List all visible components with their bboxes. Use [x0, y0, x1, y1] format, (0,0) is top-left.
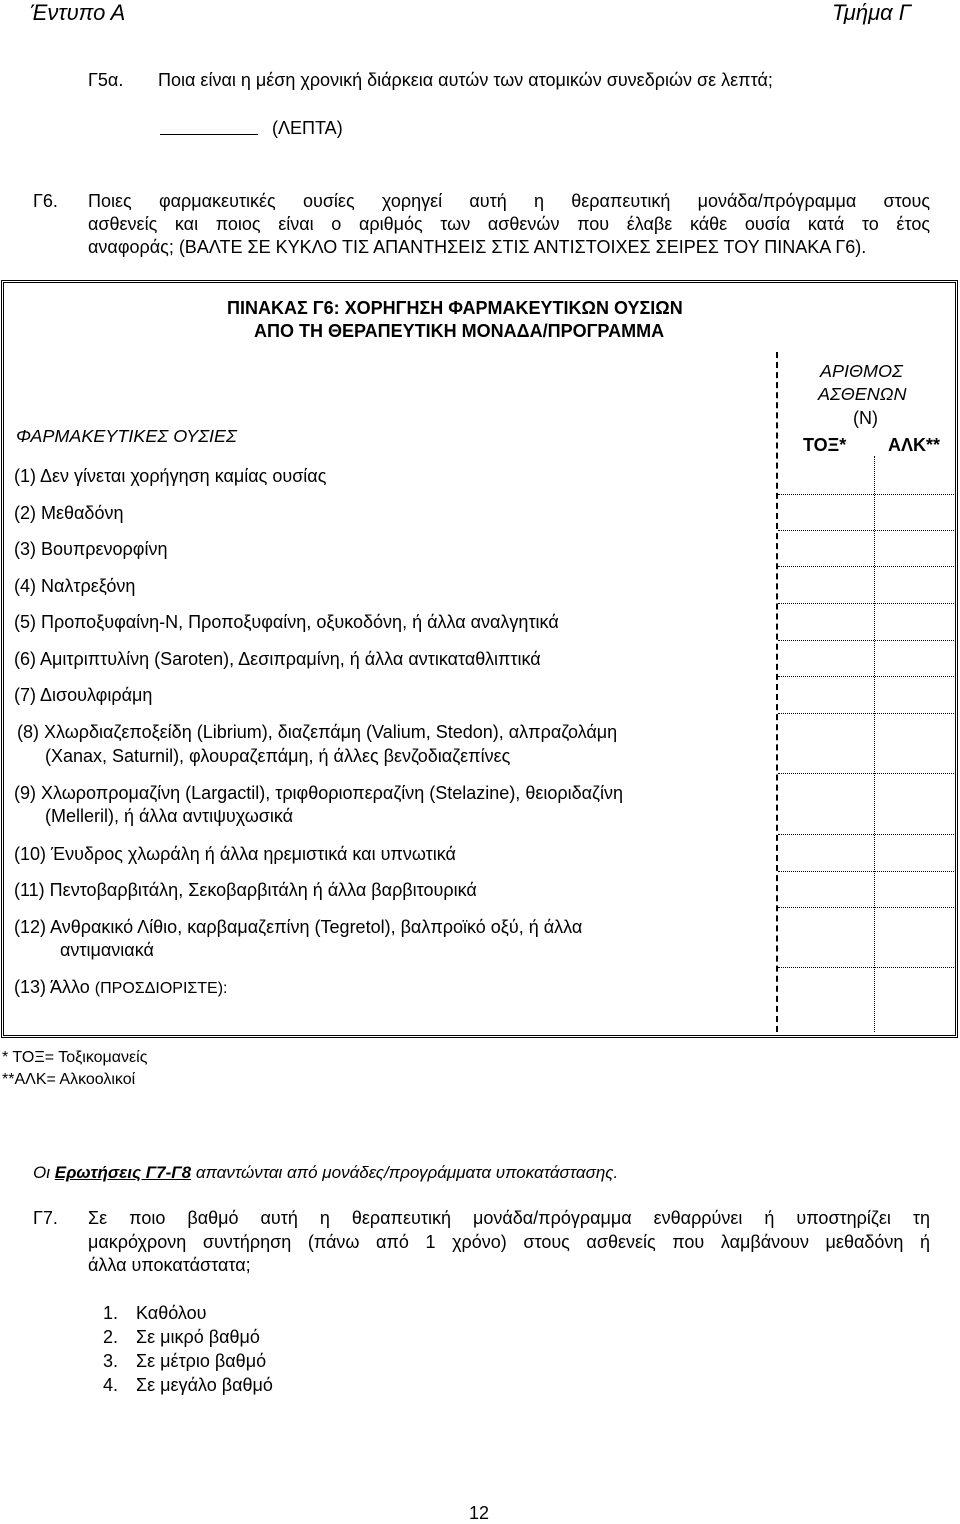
substance-row-4: (4) Ναλτρεξόνη	[14, 576, 136, 596]
footnote-alk: **ΑΛΚ= Αλκοολικοί	[2, 1071, 136, 1088]
question-text-g6-line1: Ποιες φαρμακευτικές ουσίες χορηγεί αυτή η θεραπευτική μονάδα/πρόγραμμα στους	[88, 191, 930, 211]
substance-row-6: (6) Αμιτριπτυλίνη (Saroten), Δεσιπραμίνη, ή άλλα αντικαταθλιπτικά	[14, 649, 541, 669]
substance-row-3: (3) Βουπρενορφίνη	[14, 539, 168, 559]
option-label: Σε μικρό βαθμό	[136, 1327, 260, 1347]
footnote-tox: * ΤΟΞ= Τοξικομανείς	[2, 1049, 148, 1066]
substance-row-9: (9) Χλωροπρομαζίνη (Largactil), τριφθοριοπεραζίνη (Stelazine), θειοριδαζίνη	[14, 783, 623, 803]
table-title-line2: ΑΠΟ ΤΗ ΘΕΡΑΠΕΥΤΙΚΗ ΜΟΝΑΔΑ/ΠΡΟΓΡΑΜΜΑ	[254, 321, 665, 341]
question-text-g7-line3: άλλα υποκατάστατα;	[88, 1255, 251, 1275]
answer-line-minutes[interactable]	[160, 134, 258, 135]
question-text-g6-line3: αναφοράς; (ΒΑΛΤΕ ΣΕ ΚΥΚΛΟ ΤΙΣ ΑΠΑΝΤΗΣΕΙΣ ΣΤΙΣ ΑΝΤΙΣΤΟΙΧΕΣ ΣΕΙΡΕΣ ΤΟΥ ΠΙΝΑΚΑ Γ6).	[88, 237, 867, 257]
tox-alk-divider	[874, 456, 875, 1032]
tox-header: ΤΟΞ*	[803, 435, 847, 455]
count-column-divider	[776, 352, 778, 1032]
alk-header: ΑΛΚ**	[888, 435, 941, 455]
substitution-note	[33, 1163, 618, 1183]
row-separator	[778, 603, 954, 604]
section-label: Τμήμα Γ	[832, 0, 912, 25]
row-separator	[778, 640, 954, 641]
substance-row-12-cont: αντιμανιακά	[60, 940, 154, 960]
count-header-3: (Ν)	[853, 408, 878, 428]
substances-header: ΦΑΡΜΑΚΕΥΤΙΚΕΣ ΟΥΣΙΕΣ	[16, 426, 237, 446]
note-post: απαντώνται από μονάδες/προγράμματα υποκατάστασης.	[191, 1163, 619, 1182]
count-header-2: ΑΣΘΕΝΩΝ	[818, 384, 907, 404]
substance-row-5: (5) Προποξυφαίνη-Ν, Προποξυφαίνη, οξυκοδόνη, ή άλλα αναλγητικά	[14, 612, 559, 632]
row-separator	[778, 530, 954, 531]
page-number: 12	[469, 1503, 490, 1523]
substance-row-2: (2) Μεθαδόνη	[14, 503, 124, 523]
question-text-g7-line1: Σε ποιο βαθμό αυτή η θεραπευτική μονάδα/πρόγραμμα ενθαρρύνει ή υποστηρίζει τη	[88, 1208, 930, 1228]
option-3[interactable]	[103, 1351, 266, 1372]
substance-row-8: (8) Χλωρδιαζεποξείδη (Librium), διαζεπάμη (Valium, Stedon), αλπραζολάμη	[17, 722, 618, 742]
specify-label: (ΠΡΟΣΔΙΟΡΙΣΤΕ):	[94, 980, 228, 997]
option-label: Σε μέτριο βαθμό	[136, 1351, 267, 1371]
minutes-unit-label: (ΛΕΠΤΑ)	[272, 118, 343, 138]
substance-row-11: (11) Πεντοβαρβιτάλη, Σεκοβαρβιτάλη ή άλλα βαρβιτουρικά	[14, 880, 477, 900]
substance-row-13-label: (13) Άλλο	[14, 977, 90, 997]
row-separator	[778, 773, 954, 774]
substance-row-7: (7) Δισουλφιράμη	[14, 685, 153, 705]
substance-row-12: (12) Ανθρακικό Λίθιο, καρβαμαζεπίνη (Tegretol), βαλπροϊκό οξύ, ή άλλα	[14, 917, 583, 937]
row-separator	[778, 494, 954, 495]
question-text-g7-line2: μακρόχρονη συντήρηση (πάνω από 1 χρόνο) στους ασθενείς που λαμβάνουν μεθαδόνη ή	[88, 1232, 930, 1252]
form-label: Έντυπο Α	[30, 0, 126, 25]
question-text-g6-line2: ασθενείς και ποιος είναι ο αριθμός των ασθενών που έλαβε κάθε ουσία κατά το έτος	[88, 214, 930, 234]
substance-row-13	[14, 977, 228, 998]
question-number-g6: Γ6.	[33, 191, 58, 211]
row-separator	[778, 871, 954, 872]
option-2[interactable]	[103, 1327, 260, 1348]
option-label: Σε μεγάλο βαθμό	[136, 1375, 273, 1395]
row-separator	[778, 713, 954, 714]
row-separator	[778, 967, 954, 968]
substance-row-8-cont: (Xanax, Saturnil), φλουραζεπάμη, ή άλλες βενζοδιαζεπίνες	[45, 746, 511, 766]
option-4[interactable]	[103, 1375, 273, 1396]
count-header-1: ΑΡΙΘΜΟΣ	[820, 361, 903, 381]
row-separator	[778, 907, 954, 908]
note-pre: Οι	[33, 1163, 55, 1182]
row-separator	[778, 834, 954, 835]
option-1[interactable]	[103, 1303, 206, 1324]
substance-row-9-cont: (Melleril), ή άλλα αντιψυχωσικά	[45, 806, 294, 826]
substance-row-1: (1) Δεν γίνεται χορήγηση καμίας ουσίας	[14, 466, 327, 486]
substance-row-10: (10) Ένυδρος χλωράλη ή άλλα ηρεμιστικά και υπνωτικά	[14, 844, 456, 864]
row-separator	[778, 676, 954, 677]
row-separator	[778, 566, 954, 567]
option-number: 2.	[103, 1327, 119, 1347]
question-number-g7: Γ7.	[33, 1208, 58, 1228]
note-questions-ref: Ερωτήσεις Γ7-Γ8	[54, 1163, 192, 1182]
option-label: Καθόλου	[136, 1303, 207, 1323]
question-number-g5a: Γ5α.	[88, 70, 124, 90]
option-number: 4.	[103, 1375, 119, 1395]
question-text-g5a: Ποια είναι η μέση χρονική διάρκεια αυτών των ατομικών συνεδριών σε λεπτά;	[158, 70, 773, 90]
option-number: 3.	[103, 1351, 119, 1371]
option-number: 1.	[103, 1303, 119, 1323]
table-title-line1: ΠΙΝΑΚΑΣ Γ6: ΧΟΡΗΓΗΣΗ ΦΑΡΜΑΚΕΥΤΙΚΩΝ ΟΥΣΙΩΝ	[227, 298, 683, 318]
